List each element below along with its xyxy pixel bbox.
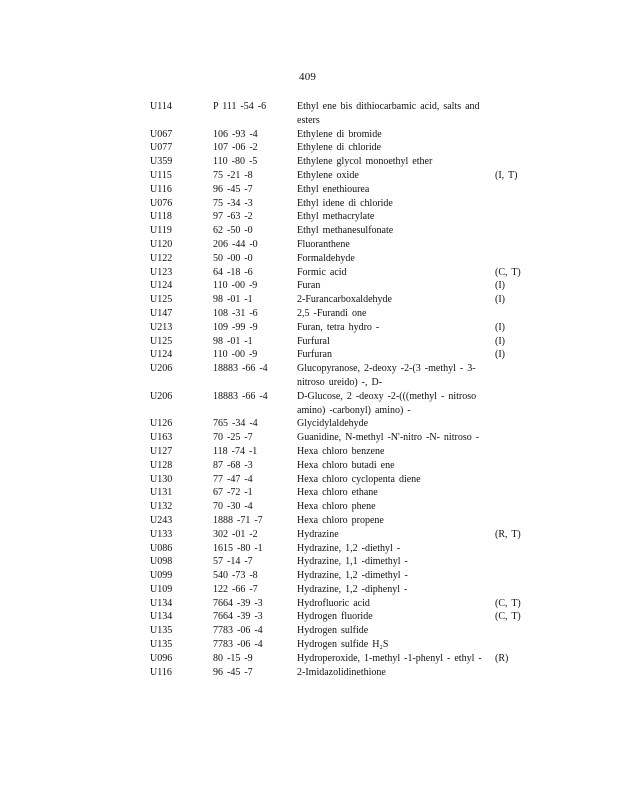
cas-number: 122 -66 -7 bbox=[213, 583, 258, 595]
substance-name: Furfural bbox=[297, 335, 330, 347]
substance-name: Hydrogen sulfide bbox=[297, 625, 369, 637]
waste-code: U131 bbox=[150, 487, 173, 499]
cas-number: 80 -15 -9 bbox=[213, 652, 253, 664]
hazard-code: (I) bbox=[495, 321, 505, 333]
cas-number: 98 -01 -1 bbox=[213, 335, 253, 347]
waste-code: U116 bbox=[150, 666, 172, 678]
waste-code: U135 bbox=[150, 639, 173, 651]
waste-code: U118 bbox=[150, 211, 172, 223]
substance-name: Glycidylaldehyde bbox=[297, 418, 369, 430]
page-number: 409 bbox=[299, 71, 317, 83]
waste-code: U114 bbox=[150, 101, 172, 112]
waste-code: U099 bbox=[150, 570, 173, 582]
waste-code: U067 bbox=[150, 128, 173, 140]
table-row bbox=[150, 473, 550, 487]
hazard-code: (I) bbox=[495, 280, 505, 292]
cas-number: 62 -50 -0 bbox=[213, 225, 253, 237]
waste-code: U206 bbox=[150, 390, 173, 402]
substance-name: Furan bbox=[297, 280, 321, 292]
cas-number: 75 -34 -3 bbox=[213, 197, 253, 209]
substance-name: Glucopyranose, 2-deoxy -2-(3 -methyl - 3-nitroso ureido) -, D- bbox=[297, 363, 476, 388]
waste-code: U123 bbox=[150, 266, 173, 278]
waste-code: U134 bbox=[150, 597, 173, 609]
waste-code: U126 bbox=[150, 418, 173, 430]
waste-code: U147 bbox=[150, 307, 173, 319]
table-row bbox=[150, 252, 550, 266]
substance-name: Formaldehyde bbox=[297, 252, 355, 264]
waste-code: U206 bbox=[150, 363, 173, 375]
hazard-code: (C, T) bbox=[495, 266, 521, 278]
cas-number: 70 -25 -7 bbox=[213, 432, 253, 444]
waste-code: U124 bbox=[150, 349, 173, 361]
substance-name: Hydrogen fluoride bbox=[297, 611, 373, 623]
cas-number: P 111 -54 -6 bbox=[213, 101, 267, 112]
table-row bbox=[150, 624, 550, 638]
table-row bbox=[150, 279, 550, 293]
cas-number: 75 -21 -8 bbox=[213, 169, 253, 181]
cas-number: 7664 -39 -3 bbox=[213, 597, 263, 609]
substance-name: Hydrogen sulfide H₂S bbox=[297, 639, 389, 651]
hazard-code: (R, T) bbox=[495, 528, 521, 540]
table-row bbox=[150, 610, 550, 624]
table-row bbox=[150, 128, 550, 142]
substance-name: Formic acid bbox=[297, 266, 347, 278]
substance-name: Hydrofluoric acid bbox=[297, 597, 370, 609]
cas-number: 765 -34 -4 bbox=[213, 418, 258, 430]
cas-number: 302 -01 -2 bbox=[213, 528, 258, 540]
table-row bbox=[150, 266, 550, 280]
cas-number: 87 -68 -3 bbox=[213, 459, 253, 471]
substance-name: Ethyl ene bis dithiocarbamic acid, salts and esters bbox=[297, 101, 480, 126]
table-row bbox=[150, 514, 550, 528]
substance-name: Hexa chloro ethane bbox=[297, 487, 378, 499]
waste-code: U133 bbox=[150, 528, 173, 540]
hazard-code: (I, T) bbox=[495, 169, 518, 181]
substance-name: Ethylene oxide bbox=[297, 169, 359, 181]
cas-number: 1615 -80 -1 bbox=[213, 542, 263, 554]
substance-name: Hydroperoxide, 1-methyl -1-phenyl - ethyl - bbox=[297, 652, 482, 664]
waste-code: U125 bbox=[150, 294, 173, 306]
table-row bbox=[150, 335, 550, 349]
cas-number: 18883 -66 -4 bbox=[213, 363, 268, 375]
cas-number: 97 -63 -2 bbox=[213, 211, 253, 223]
table-row bbox=[150, 528, 550, 542]
table-row bbox=[150, 321, 550, 335]
table-row bbox=[150, 155, 550, 169]
table-row bbox=[150, 417, 550, 431]
cas-number: 540 -73 -8 bbox=[213, 570, 258, 582]
waste-code: U125 bbox=[150, 335, 173, 347]
table-row bbox=[150, 666, 550, 680]
waste-code: U115 bbox=[150, 169, 172, 181]
substance-name: Hexa chloro benzene bbox=[297, 445, 385, 457]
waste-code: U134 bbox=[150, 611, 173, 623]
hazard-code: (C, T) bbox=[495, 611, 521, 623]
table-row bbox=[150, 169, 550, 183]
substance-name: Hexa chloro butadi ene bbox=[297, 459, 395, 471]
hazard-code: (I) bbox=[495, 294, 505, 306]
waste-code: U130 bbox=[150, 473, 173, 485]
cas-number: 98 -01 -1 bbox=[213, 294, 253, 306]
waste-code: U076 bbox=[150, 197, 173, 209]
substance-name: Hydrazine, 1,1 -dimethyl - bbox=[297, 556, 408, 568]
cas-number: 1888 -71 -7 bbox=[213, 514, 263, 526]
cas-number: 106 -93 -4 bbox=[213, 128, 258, 140]
cas-number: 57 -14 -7 bbox=[213, 556, 253, 568]
substance-name: D-Glucose, 2 -deoxy -2-(((methyl - nitroso amino) -carbonyl) amino) - bbox=[297, 390, 477, 416]
substance-name: Hexa chloro cyclopenta diene bbox=[297, 473, 421, 485]
cas-number: 70 -30 -4 bbox=[213, 501, 253, 513]
substance-name: Hexa chloro propene bbox=[297, 514, 384, 526]
cas-number: 7783 -06 -4 bbox=[213, 625, 263, 637]
waste-code: U163 bbox=[150, 432, 173, 444]
waste-code: U359 bbox=[150, 156, 173, 168]
table-row bbox=[150, 555, 550, 569]
substance-name: Hydrazine, 1,2 -diphenyl - bbox=[297, 583, 408, 595]
substance-name: 2-Furancarboxaldehyde bbox=[297, 294, 392, 306]
substance-name: Fluoranthene bbox=[297, 238, 350, 250]
table-row bbox=[150, 638, 550, 652]
substance-name: 2-Imidazolidinethione bbox=[297, 666, 386, 678]
table-row bbox=[150, 210, 550, 224]
cas-number: 108 -31 -6 bbox=[213, 307, 258, 319]
waste-code: U086 bbox=[150, 542, 173, 554]
substance-name: Ethyl enethiourea bbox=[297, 183, 370, 195]
table-row bbox=[150, 307, 550, 321]
substance-name: Guanidine, N-methyl -N'-nitro -N- nitroso - bbox=[297, 432, 480, 444]
waste-code: U077 bbox=[150, 142, 173, 154]
substance-name: Hydrazine bbox=[297, 528, 339, 540]
cas-number: 50 -00 -0 bbox=[213, 252, 253, 264]
cas-number: 96 -45 -7 bbox=[213, 666, 253, 678]
hazard-code: (I) bbox=[495, 335, 505, 347]
table-row bbox=[150, 362, 550, 390]
table-row bbox=[150, 390, 550, 418]
cas-number: 110 -00 -9 bbox=[213, 280, 258, 292]
substance-name: Ethyl methanesulfonate bbox=[297, 225, 394, 237]
table-row bbox=[150, 348, 550, 362]
substance-name: Ethylene glycol monoethyl ether bbox=[297, 156, 433, 168]
cas-number: 7664 -39 -3 bbox=[213, 611, 263, 623]
cas-number: 110 -80 -5 bbox=[213, 156, 258, 168]
waste-code: U119 bbox=[150, 225, 172, 237]
hazardous-waste-table bbox=[150, 100, 550, 679]
substance-name: Ethylene di chloride bbox=[297, 142, 382, 154]
table-row bbox=[150, 183, 550, 197]
cas-number: 18883 -66 -4 bbox=[213, 390, 268, 402]
table-row bbox=[150, 293, 550, 307]
waste-code: U132 bbox=[150, 501, 173, 513]
table-row bbox=[150, 569, 550, 583]
substance-name: Hydrazine, 1,2 -dimethyl - bbox=[297, 570, 408, 582]
table-row bbox=[150, 224, 550, 238]
hazard-code: (I) bbox=[495, 349, 505, 361]
cas-number: 206 -44 -0 bbox=[213, 238, 258, 250]
table-row bbox=[150, 141, 550, 155]
waste-code: U116 bbox=[150, 183, 172, 195]
substance-name: Ethylene di bromide bbox=[297, 128, 382, 140]
waste-code: U213 bbox=[150, 321, 173, 333]
substance-name: Furan, tetra hydro - bbox=[297, 321, 380, 333]
cas-number: 64 -18 -6 bbox=[213, 266, 253, 278]
substance-name: Ethyl idene di chloride bbox=[297, 197, 393, 209]
waste-code: U128 bbox=[150, 459, 173, 471]
table-row bbox=[150, 445, 550, 459]
waste-code: U124 bbox=[150, 280, 173, 292]
cas-number: 77 -47 -4 bbox=[213, 473, 253, 485]
substance-name: Hydrazine, 1,2 -diethyl - bbox=[297, 542, 401, 554]
waste-code: U096 bbox=[150, 652, 173, 664]
substance-name: Furfuran bbox=[297, 349, 332, 361]
cas-number: 110 -00 -9 bbox=[213, 349, 258, 361]
table-row bbox=[150, 500, 550, 514]
hazard-code: (C, T) bbox=[495, 597, 521, 609]
table-row bbox=[150, 597, 550, 611]
table-row bbox=[150, 459, 550, 473]
substance-name: Hexa chloro phene bbox=[297, 501, 376, 513]
waste-code: U243 bbox=[150, 514, 173, 526]
table-row bbox=[150, 652, 550, 666]
waste-code: U122 bbox=[150, 252, 173, 264]
waste-code: U127 bbox=[150, 445, 173, 457]
hazard-code: (R) bbox=[495, 652, 509, 664]
substance-name: Ethyl methacrylate bbox=[297, 211, 375, 223]
substance-name: 2,5 -Furandi one bbox=[297, 307, 367, 319]
table-row bbox=[150, 486, 550, 500]
waste-code: U109 bbox=[150, 583, 173, 595]
table-row bbox=[150, 431, 550, 445]
waste-code: U135 bbox=[150, 625, 173, 637]
table-row bbox=[150, 238, 550, 252]
cas-number: 118 -74 -1 bbox=[213, 445, 258, 457]
table-row bbox=[150, 583, 550, 597]
cas-number: 107 -06 -2 bbox=[213, 142, 258, 154]
cas-number: 109 -99 -9 bbox=[213, 321, 258, 333]
table-row bbox=[150, 100, 550, 128]
table-row bbox=[150, 542, 550, 556]
waste-code: U120 bbox=[150, 238, 173, 250]
table-row bbox=[150, 197, 550, 211]
cas-number: 67 -72 -1 bbox=[213, 487, 253, 499]
cas-number: 96 -45 -7 bbox=[213, 183, 253, 195]
waste-code: U098 bbox=[150, 556, 173, 568]
cas-number: 7783 -06 -4 bbox=[213, 639, 263, 651]
